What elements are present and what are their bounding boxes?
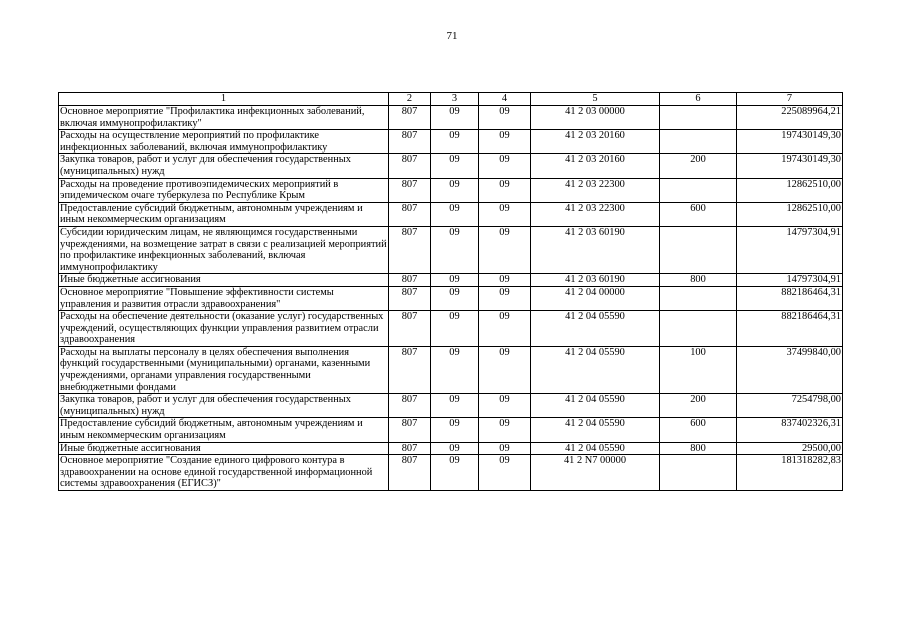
amount: 7254798,00 <box>737 394 843 418</box>
subsection-code: 09 <box>479 106 531 130</box>
expense-type-code: 800 <box>660 442 737 455</box>
section-code: 09 <box>431 455 479 491</box>
target-article-code: 41 2 03 20160 <box>531 130 660 154</box>
amount: 14797304,91 <box>737 274 843 287</box>
section-code: 09 <box>431 311 479 347</box>
target-article-code: 41 2 03 20160 <box>531 154 660 178</box>
ministry-code: 807 <box>389 202 431 226</box>
amount: 882186464,31 <box>737 311 843 347</box>
section-code: 09 <box>431 442 479 455</box>
ministry-code: 807 <box>389 130 431 154</box>
ministry-code: 807 <box>389 394 431 418</box>
section-code: 09 <box>431 178 479 202</box>
section-code: 09 <box>431 286 479 310</box>
subsection-code: 09 <box>479 178 531 202</box>
ministry-code: 807 <box>389 274 431 287</box>
target-article-code: 41 2 04 05590 <box>531 346 660 393</box>
ministry-code: 807 <box>389 106 431 130</box>
section-code: 09 <box>431 226 479 273</box>
row-name: Иные бюджетные ассигнования <box>59 274 389 287</box>
ministry-code: 807 <box>389 418 431 442</box>
column-header-2: 2 <box>389 93 431 106</box>
row-name: Иные бюджетные ассигнования <box>59 442 389 455</box>
amount: 181318282,83 <box>737 455 843 491</box>
column-header-1: 1 <box>59 93 389 106</box>
table-row <box>59 226 843 273</box>
target-article-code: 41 2 04 05590 <box>531 311 660 347</box>
ministry-code: 807 <box>389 154 431 178</box>
row-name: Предоставление субсидий бюджетным, автономным учреждениям и иным некоммерческим организациям <box>59 202 389 226</box>
row-name: Предоставление субсидий бюджетным, автономным учреждениям и иным некоммерческим организациям <box>59 418 389 442</box>
section-code: 09 <box>431 418 479 442</box>
section-code: 09 <box>431 154 479 178</box>
amount: 37499840,00 <box>737 346 843 393</box>
subsection-code: 09 <box>479 455 531 491</box>
table-header <box>59 93 843 106</box>
expense-type-code <box>660 455 737 491</box>
row-name: Расходы на выплаты персоналу в целях обеспечения выполнения функций государственными (муниципальными) органами, казенными учреждениями, органами управления государственными внебюджетными фондами <box>59 346 389 393</box>
table-row <box>59 455 843 491</box>
table-body <box>59 106 843 491</box>
table-row <box>59 202 843 226</box>
amount: 12862510,00 <box>737 178 843 202</box>
table-row <box>59 418 843 442</box>
amount: 197430149,30 <box>737 154 843 178</box>
row-name: Расходы на обеспечение деятельности (оказание услуг) государственных учреждений, осуществляющих функции управления развитием отрасли здравоохранения <box>59 311 389 347</box>
expense-type-code <box>660 311 737 347</box>
ministry-code: 807 <box>389 226 431 273</box>
section-code: 09 <box>431 130 479 154</box>
expense-type-code: 800 <box>660 274 737 287</box>
target-article-code: 41 2 03 60190 <box>531 274 660 287</box>
subsection-code: 09 <box>479 274 531 287</box>
subsection-code: 09 <box>479 226 531 273</box>
subsection-code: 09 <box>479 418 531 442</box>
section-code: 09 <box>431 106 479 130</box>
subsection-code: 09 <box>479 442 531 455</box>
section-code: 09 <box>431 202 479 226</box>
amount: 14797304,91 <box>737 226 843 273</box>
target-article-code: 41 2 03 22300 <box>531 178 660 202</box>
row-name: Основное мероприятие "Создание единого цифрового контура в здравоохранении на основе единой государственной информационной системы здравоохранения (ЕГИСЗ)" <box>59 455 389 491</box>
table-row <box>59 178 843 202</box>
ministry-code: 807 <box>389 286 431 310</box>
row-name: Расходы на проведение противоэпидемических мероприятий в эпидемическом очаге туберкулеза по Республике Крым <box>59 178 389 202</box>
target-article-code: 41 2 04 05590 <box>531 418 660 442</box>
column-header-5: 5 <box>531 93 660 106</box>
row-name: Основное мероприятие "Профилактика инфекционных заболеваний, включая иммунопрофилактику" <box>59 106 389 130</box>
expense-type-code: 200 <box>660 154 737 178</box>
row-name: Закупка товаров, работ и услуг для обеспечения государственных (муниципальных) нужд <box>59 394 389 418</box>
table-row <box>59 106 843 130</box>
target-article-code: 41 2 04 00000 <box>531 286 660 310</box>
amount: 837402326,31 <box>737 418 843 442</box>
expense-type-code: 100 <box>660 346 737 393</box>
column-header-3: 3 <box>431 93 479 106</box>
target-article-code: 41 2 04 05590 <box>531 394 660 418</box>
expense-type-code: 600 <box>660 418 737 442</box>
budget-table <box>58 92 843 491</box>
expense-type-code <box>660 178 737 202</box>
target-article-code: 41 2 04 05590 <box>531 442 660 455</box>
table-row <box>59 394 843 418</box>
target-article-code: 41 2 03 22300 <box>531 202 660 226</box>
page-number: 71 <box>446 30 458 42</box>
table-row <box>59 154 843 178</box>
ministry-code: 807 <box>389 346 431 393</box>
section-code: 09 <box>431 346 479 393</box>
expense-type-code: 200 <box>660 394 737 418</box>
subsection-code: 09 <box>479 286 531 310</box>
subsection-code: 09 <box>479 130 531 154</box>
table-row <box>59 286 843 310</box>
section-code: 09 <box>431 394 479 418</box>
subsection-code: 09 <box>479 346 531 393</box>
expense-type-code <box>660 106 737 130</box>
column-header-7: 7 <box>737 93 843 106</box>
table-row <box>59 274 843 287</box>
amount: 29500,00 <box>737 442 843 455</box>
subsection-code: 09 <box>479 311 531 347</box>
column-header-4: 4 <box>479 93 531 106</box>
amount: 12862510,00 <box>737 202 843 226</box>
ministry-code: 807 <box>389 178 431 202</box>
ministry-code: 807 <box>389 455 431 491</box>
expense-type-code <box>660 130 737 154</box>
row-name: Закупка товаров, работ и услуг для обеспечения государственных (муниципальных) нужд <box>59 154 389 178</box>
target-article-code: 41 2 03 60190 <box>531 226 660 273</box>
expense-type-code: 600 <box>660 202 737 226</box>
row-name: Основное мероприятие "Повышение эффективности системы управления и развития отрасли здравоохранения" <box>59 286 389 310</box>
subsection-code: 09 <box>479 394 531 418</box>
amount: 882186464,31 <box>737 286 843 310</box>
ministry-code: 807 <box>389 311 431 347</box>
amount: 197430149,30 <box>737 130 843 154</box>
expense-type-code <box>660 286 737 310</box>
expense-type-code <box>660 226 737 273</box>
column-number-row <box>59 93 843 106</box>
subsection-code: 09 <box>479 154 531 178</box>
section-code: 09 <box>431 274 479 287</box>
table-row <box>59 130 843 154</box>
target-article-code: 41 2 03 00000 <box>531 106 660 130</box>
row-name: Субсидии юридическим лицам, не являющимся государственными учреждениями, на возмещение затрат в связи с реализацией мероприятий по профилактике инфекционных заболеваний, включая иммунопрофилактику <box>60 226 387 273</box>
ministry-code: 807 <box>389 442 431 455</box>
table-row <box>59 346 843 393</box>
target-article-code: 41 2 N7 00000 <box>531 455 660 491</box>
table-row <box>59 311 843 347</box>
row-name: Расходы на осуществление мероприятий по профилактике инфекционных заболеваний, включая иммунопрофилактику <box>59 130 389 154</box>
subsection-code: 09 <box>479 202 531 226</box>
table-row <box>59 442 843 455</box>
amount: 225089964,21 <box>737 106 843 130</box>
column-header-6: 6 <box>660 93 737 106</box>
